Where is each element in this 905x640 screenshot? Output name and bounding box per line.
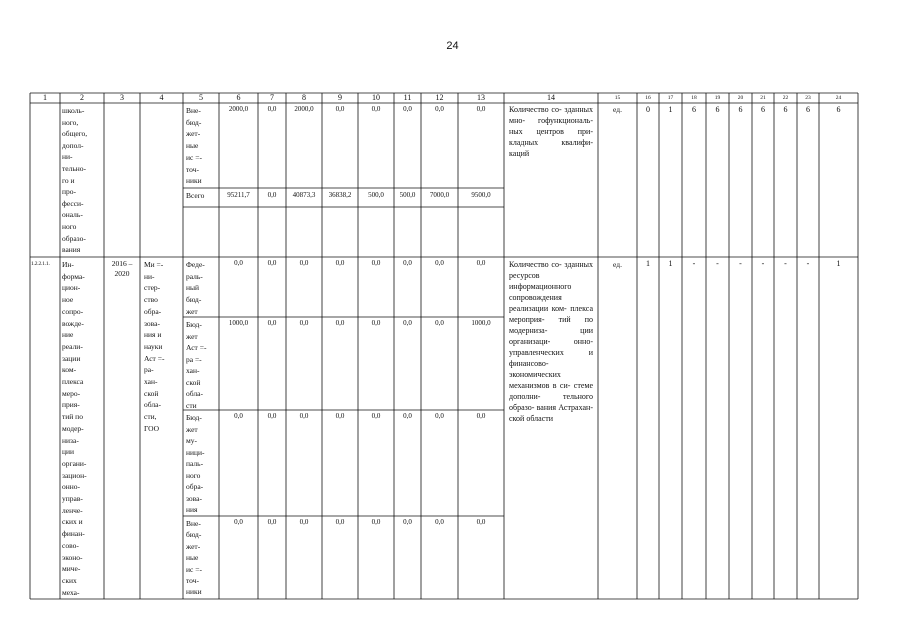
year-cell: 1 — [668, 105, 673, 114]
value-cell: 0,0 — [476, 105, 486, 113]
funding-source-label: Вне- бюд- жет- ные ис =- точ- ники — [186, 106, 202, 186]
year-cell: 1 — [646, 259, 650, 268]
col-header: 10 — [372, 93, 380, 102]
col-header: 14 — [547, 93, 555, 102]
col-header: 23 — [805, 95, 811, 101]
year-cell: 6 — [783, 105, 788, 114]
total-cell: 40873,3 — [292, 191, 316, 199]
value-cell: 0,0 — [299, 412, 309, 420]
value-cell: 0,0 — [435, 105, 444, 113]
year-cell: 6 — [738, 105, 743, 114]
col-header: 12 — [435, 93, 444, 102]
total-cell: 36838,2 — [328, 191, 352, 199]
col-header: 19 — [714, 95, 721, 101]
col-header: 22 — [782, 95, 789, 101]
col-header: 21 — [760, 95, 766, 101]
value-cell: 0,0 — [335, 259, 345, 267]
value-cell: 0,0 — [371, 259, 381, 267]
value-cell: 1000,0 — [228, 319, 249, 327]
col-header: 2 — [80, 93, 84, 102]
unit-cell: ед. — [613, 260, 622, 269]
total-cell: 7000,0 — [429, 191, 450, 199]
value-cell: 0,0 — [234, 259, 243, 267]
year-cell: 1 — [836, 259, 841, 268]
value-cell: 0,0 — [267, 259, 277, 267]
year-cell: 6 — [806, 105, 810, 114]
indicator-text: Количество со- зданных ресурсов информационного сопровождения реализации ком- плекса мероприя- тий по модерниза- ции организаци- онно- управленческих и финансово- экономических механизмов в си- стеме дополни- тельного образо- вания Астрахан- ской области — [509, 260, 593, 423]
col-header: 18 — [691, 95, 697, 101]
value-cell: 0,0 — [299, 319, 309, 327]
total-cell: 500,0 — [368, 191, 384, 199]
value-cell: 0,0 — [299, 259, 309, 267]
value-cell: 0,0 — [435, 259, 444, 267]
value-cell: 0,0 — [371, 518, 381, 526]
value-cell: 0,0 — [371, 412, 381, 420]
col-header: 24 — [835, 95, 842, 101]
activity-code: 1.2.2.1.1. — [31, 261, 50, 267]
col-header: 7 — [270, 93, 274, 102]
year-cell: - — [739, 259, 742, 268]
year-cell: 0 — [646, 105, 650, 114]
value-cell: 0,0 — [335, 518, 345, 526]
col-header: 15 — [614, 95, 621, 101]
value-cell: 0,0 — [299, 518, 309, 526]
value-cell: 0,0 — [403, 105, 412, 113]
year-cell: 1 — [668, 259, 673, 268]
col-header: 17 — [667, 95, 674, 101]
value-cell: 0,0 — [403, 518, 412, 526]
year-cell: - — [761, 259, 765, 268]
col-header: 6 — [236, 93, 241, 102]
value-cell: 0,0 — [371, 105, 381, 113]
funding-source-label: Бюд- жет му- ници- паль- ного обра- зова- ния — [186, 413, 205, 514]
col-header: 5 — [199, 93, 203, 102]
value-cell: 2000,0 — [228, 105, 249, 113]
total-cell: 500,0 — [399, 191, 416, 199]
year-cell: 6 — [761, 105, 765, 114]
value-cell: 0,0 — [476, 412, 486, 420]
activity-name: Ин- форма- цион- ное сопро- вожде- ние реали- зации ком- плекса меро- прия- тий по модер- низа- ции органи- зацион- онно- управ- ленче- ских и финан- сово- эконо- миче- ских меха- — [62, 260, 87, 597]
total-cell: 9500,0 — [471, 191, 491, 199]
col-header: 8 — [302, 93, 306, 102]
value-cell: 0,0 — [435, 319, 444, 327]
page-number: 24 — [446, 40, 459, 52]
value-cell: 0,0 — [403, 259, 412, 267]
col-header: 1 — [43, 93, 47, 102]
value-cell: 0,0 — [476, 518, 486, 526]
col-header: 4 — [159, 93, 164, 102]
total-cell: 95211,7 — [227, 191, 250, 199]
value-cell: 0,0 — [335, 105, 345, 113]
value-cell: 0,0 — [371, 319, 381, 327]
value-cell: 2000,0 — [294, 105, 314, 113]
year-cell: - — [692, 259, 696, 268]
year-cell: 6 — [836, 105, 841, 114]
value-cell: 0,0 — [267, 319, 277, 327]
value-cell: 0,0 — [267, 105, 277, 113]
col-header: 16 — [645, 95, 651, 101]
value-cell: 0,0 — [267, 518, 277, 526]
col-header: 13 — [477, 93, 485, 102]
value-cell: 0,0 — [335, 319, 345, 327]
value-cell: 0,0 — [234, 518, 243, 526]
year-cell: - — [784, 259, 787, 268]
executor: Ми =- ни- стер- ство обра- зова- ния и науки Аст =- ра- хан- ской обла- сти, ГОО — [144, 260, 165, 433]
year-cell: 6 — [692, 105, 696, 114]
funding-source-label: Вне- бюд- жет- ные ис =- точ- ники — [186, 519, 202, 597]
year-cell: - — [716, 259, 719, 268]
year-cell: - — [806, 259, 810, 268]
total-label: Всего — [186, 191, 205, 200]
unit-cell: ед. — [613, 105, 622, 114]
col-header: 9 — [338, 93, 342, 102]
value-cell: 1000,0 — [471, 319, 491, 327]
funding-source-label: Феде- раль- ный бюд- жет — [186, 260, 205, 316]
total-cell: 0,0 — [267, 191, 277, 199]
col-header: 20 — [737, 95, 744, 101]
value-cell: 0,0 — [335, 412, 345, 420]
implementation-period: 2016 – 2020 — [111, 259, 133, 278]
value-cell: 0,0 — [476, 259, 486, 267]
year-cell: 6 — [715, 105, 720, 114]
value-cell: 0,0 — [267, 412, 277, 420]
funding-source-label: Бюд- жет Аст =- ра =- хан- ской обла- сти — [186, 320, 207, 410]
value-cell: 0,0 — [403, 319, 412, 327]
value-cell: 0,0 — [435, 412, 444, 420]
value-cell: 0,0 — [435, 518, 444, 526]
col-header: 3 — [120, 93, 124, 102]
value-cell: 0,0 — [403, 412, 412, 420]
activity-name: школь- ного, общего, допол- ни- тельно- го и про- фесси- ональ- ного образо- вания — [62, 106, 88, 255]
value-cell: 0,0 — [234, 412, 243, 420]
indicator-text: Количество со- зданных мно- гофункциональ- ных центров при- кладных квалифи- каций — [509, 105, 593, 158]
col-header: 11 — [403, 93, 412, 102]
